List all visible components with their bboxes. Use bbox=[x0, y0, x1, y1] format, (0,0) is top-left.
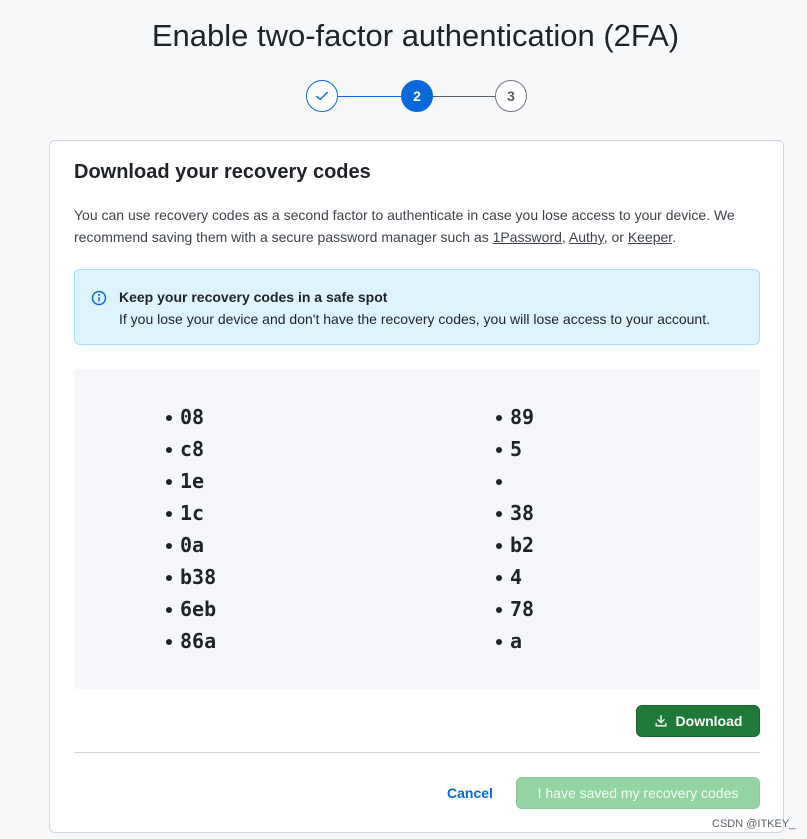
info-icon bbox=[91, 290, 107, 306]
stepper bbox=[306, 80, 528, 113]
separator: , or bbox=[603, 229, 628, 245]
recovery-code: 1c bbox=[166, 497, 216, 529]
card-title: Download your recovery codes bbox=[74, 161, 371, 183]
recovery-code: b38 bbox=[166, 561, 216, 593]
recovery-codes-column-1 bbox=[166, 401, 216, 657]
recovery-code: 78 bbox=[496, 593, 534, 625]
page-title: Enable two-factor authentication (2FA) bbox=[151, 18, 680, 53]
recovery-codes-column-2 bbox=[496, 401, 534, 657]
info-alert bbox=[74, 269, 760, 345]
download-button[interactable] bbox=[636, 705, 760, 737]
check-icon bbox=[315, 89, 329, 103]
recovery-code: 08 bbox=[166, 401, 216, 433]
recovery-code: a bbox=[496, 625, 534, 657]
recovery-code: 86a bbox=[166, 625, 216, 657]
card-description bbox=[74, 204, 769, 248]
recovery-code bbox=[496, 465, 534, 497]
alert-title: Keep your recovery codes in a safe spot bbox=[119, 289, 388, 305]
recovery-code: 4 bbox=[496, 561, 534, 593]
cancel-button[interactable]: Cancel bbox=[438, 777, 502, 809]
saved-codes-button[interactable]: I have saved my recovery codes bbox=[516, 777, 760, 809]
link-authy[interactable]: Authy bbox=[568, 229, 604, 245]
recovery-code: b2 bbox=[496, 529, 534, 561]
download-icon bbox=[654, 714, 668, 728]
recovery-code: 6eb bbox=[166, 593, 216, 625]
stepper-line-2 bbox=[433, 96, 495, 97]
recovery-code: 0a bbox=[166, 529, 216, 561]
recovery-code: 38 bbox=[496, 497, 534, 529]
description-text: You can use recovery codes as a second factor to authenticate in case you lose access to your device. We recommend saving them with a secure password manager such as bbox=[74, 207, 735, 245]
recovery-codes-card bbox=[49, 140, 784, 833]
recovery-code: 89 bbox=[496, 401, 534, 433]
download-label: Download bbox=[675, 713, 743, 729]
link-1password[interactable]: 1Password bbox=[492, 229, 562, 245]
recovery-code: c8 bbox=[166, 433, 216, 465]
stepper-line-1 bbox=[338, 96, 401, 97]
watermark: CSDN @ITKEY_ bbox=[712, 818, 796, 830]
step-3-upcoming: 3 bbox=[495, 80, 527, 112]
separator: , bbox=[561, 229, 569, 245]
recovery-code: 1e bbox=[166, 465, 216, 497]
step-2-current: 2 bbox=[401, 80, 433, 112]
divider bbox=[74, 752, 760, 753]
recovery-codes-panel bbox=[74, 369, 760, 689]
step-1-complete bbox=[306, 80, 338, 112]
alert-body: If you lose your device and don't have the recovery codes, you will lose access to your account. bbox=[119, 311, 710, 327]
link-keeper[interactable]: Keeper bbox=[627, 229, 673, 245]
separator: . bbox=[672, 229, 677, 245]
recovery-code: 5 bbox=[496, 433, 534, 465]
